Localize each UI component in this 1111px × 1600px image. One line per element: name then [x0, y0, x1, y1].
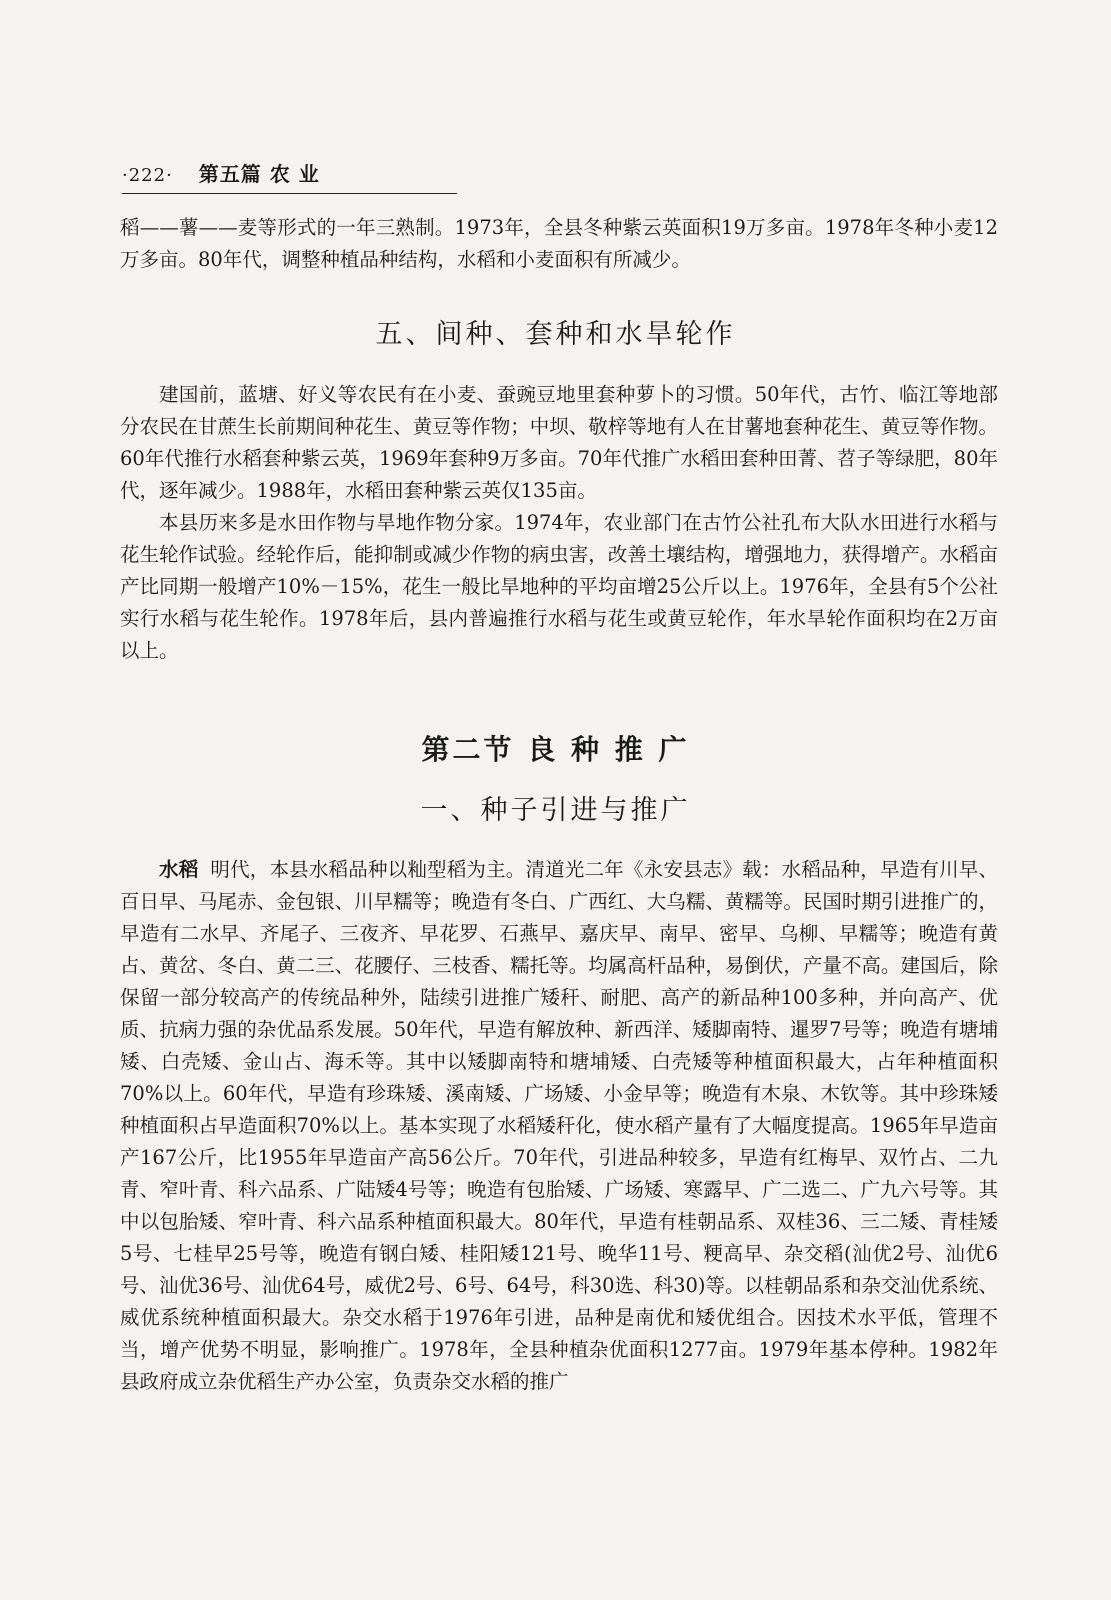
page-number: ·222·: [122, 165, 173, 186]
paragraph: [120, 854, 998, 1398]
paragraph: 稻——薯——麦等形式的一年三熟制。1973年，全县冬种紫云英面积19万多亩。1978年冬种小麦12万多亩。80年代，调整种植品种结构，水稻和小麦面积有所减少。: [120, 216, 998, 271]
paragraph: 本县历来多是水田作物与旱地作物分家。1974年，农业部门在古竹公社孔布大队水田进行水稻与花生轮作试验。经轮作后，能抑制或减少作物的病虫害，改善土壤结构，增强地力，获得增产。水稻亩产比同期一般增产10%－15%，花生一般比旱地种的平均亩增25公斤以上。1976年，全县有5个公社实行水稻与花生轮作。1978年后，县内普遍推行水稻与花生或黄豆轮作，年水旱轮作面积均在2万亩以上。: [120, 511, 998, 662]
running-header: [122, 158, 452, 187]
subsection-body: [120, 854, 998, 1398]
paragraph-lead-term: 水稻: [159, 858, 199, 881]
section-body: [120, 379, 998, 667]
paragraph-text: 明代，本县水稻品种以籼型稻为主。清道光二年《永安县志》载：水稻品种，早造有川早、百日早、马尾赤、金包银、川早糯等；晚造有冬白、广西红、大乌糯、黄糯等。民国时期引进推广的，早造有二水早、齐尾子、三夜齐、早花罗、石燕早、嘉庆早、南早、密早、乌柳、早糯等；晚造有黄占、黄岔、冬白、黄二三、花腰仔、三枝香、糯托等。均属高杆品种，易倒伏，产量不高。建国后，除保留一部分较高产的传统品种外，陆续引进推广矮秆、耐肥、高产的新品种100多种，并向高产、优质、抗病力强的杂优品系发展。50年代，早造有解放种、新西洋、矮脚南特、暹罗7号等；晚造有塘埔矮、白壳矮、金山占、海禾等。其中以矮脚南特和塘埔矮、白壳矮等种植面积最大，占年种植面积70%以上。60年代，早造有珍珠矮、溪南矮、广场矮、小金早等；晚造有木泉、木钦等。其中珍珠矮种植面积占早造面积70%以上。基本实现了水稻矮秆化，使水稻产量有了大幅度提高。1965年早造亩产167公斤，比1955年早造亩产高56公斤。70年代，引进品种较多，早造有红梅早、双竹占、二九青、窄叶青、科六品系、广陆矮4号等；晚造有包胎矮、广场矮、寒露早、广二选二、广九六号等。其中以包胎矮、窄叶青、科六品系种植面积最大。80年代，早造有桂朝品系、双桂36、三二矮、青桂矮5号、七桂早25号等，晚造有钢白矮、桂阳矮121号、晚华11号、粳高早、杂交稻(汕优2号、汕优6号、汕优36号、汕优64号，威优2号、6号、64号，科30选、科30)等。以桂朝品系和杂交汕优系统、威优系统种植面积最大。杂交水稻于1976年引进，品种是南优和矮优组合。因技术水平低，管理不当，增产优势不明显，影响推广。1978年，全县种植杂优面积1277亩。1979年基本停种。1982年县政府成立杂优稻生产办公室，负责杂交水稻的推广: [120, 858, 998, 1393]
subsection-heading: 一、种子引进与推广: [420, 795, 691, 826]
continued-paragraph: [120, 212, 998, 276]
section-header-title: 第五篇 农 业: [198, 162, 320, 186]
section-heading: 五、间种、套种和水旱轮作: [375, 319, 736, 350]
paragraph: 建国前，蓝塘、好义等农民有在小麦、蚕豌豆地里套种萝卜的习惯。50年代，古竹、临江等地部分农民在甘蔗生长前期间种花生、黄豆等作物；中坝、敬梓等地有人在甘薯地套种花生、黄豆等作物。60年代推行水稻套种紫云英，1969年套种9万多亩。70年代推广水稻田套种田菁、苕子等绿肥，80年代，逐年减少。1988年，水稻田套种紫云英仅135亩。: [120, 383, 998, 502]
header-rule: [122, 193, 457, 194]
chapter-heading: 第二节 良 种 推 广: [421, 733, 690, 766]
